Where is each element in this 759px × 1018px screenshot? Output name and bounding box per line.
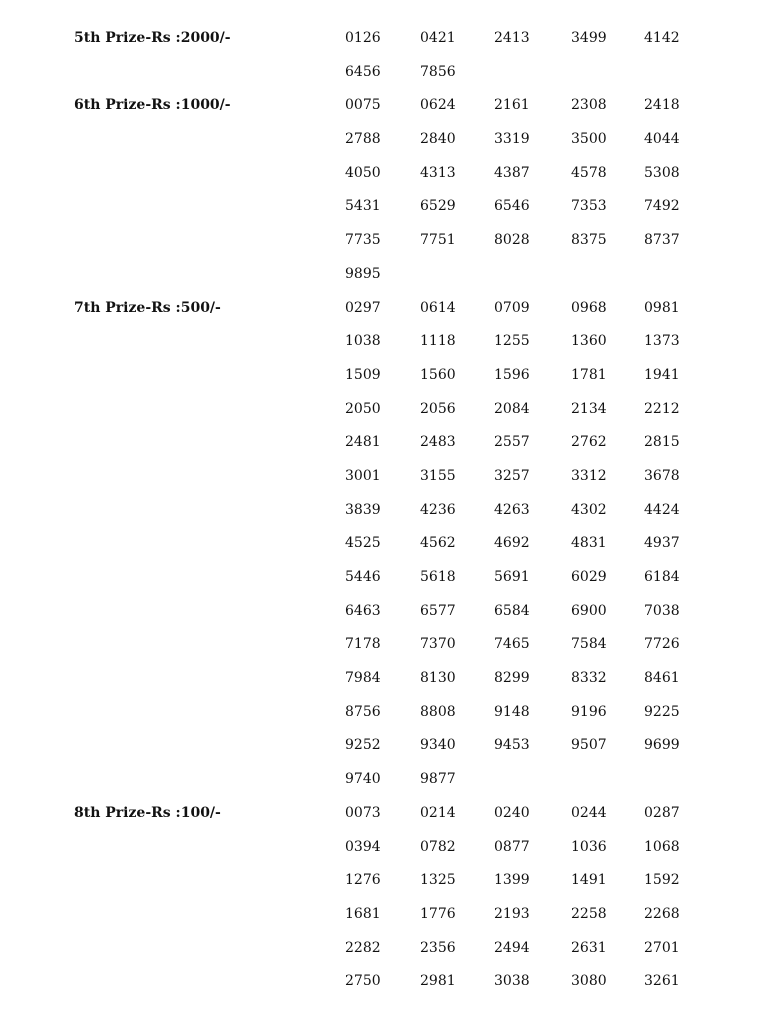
winning-number: 3678 <box>644 467 680 484</box>
winning-number: 4937 <box>644 535 680 552</box>
winning-number: 4692 <box>494 535 530 552</box>
winning-number: 1038 <box>345 333 381 350</box>
winning-number: 4050 <box>345 164 381 181</box>
winning-number: 9148 <box>494 703 530 720</box>
winning-number: 4044 <box>644 131 680 148</box>
winning-number: 3499 <box>571 30 607 46</box>
number-row <box>0 527 759 561</box>
winning-number: 1560 <box>420 366 456 383</box>
number-row <box>0 393 759 427</box>
winning-number: 2134 <box>571 400 607 417</box>
winning-number: 2413 <box>494 30 530 46</box>
number-row <box>0 662 759 696</box>
winning-number: 6029 <box>571 569 607 585</box>
winning-number: 1596 <box>494 366 530 383</box>
number-row <box>0 292 759 326</box>
winning-number: 1509 <box>345 366 381 383</box>
winning-number: 6584 <box>494 602 530 619</box>
winning-number: 8299 <box>494 670 530 687</box>
winning-number: 3038 <box>494 973 530 990</box>
winning-number: 9252 <box>345 737 381 754</box>
number-row <box>0 595 759 629</box>
winning-number: 0240 <box>494 804 530 821</box>
winning-number: 1681 <box>345 905 381 922</box>
winning-number: 2815 <box>644 434 680 451</box>
winning-number: 2193 <box>494 905 530 922</box>
winning-number: 6577 <box>420 602 456 619</box>
winning-number: 4302 <box>571 501 607 518</box>
number-row <box>0 258 759 292</box>
number-row <box>0 89 759 123</box>
number-row <box>0 157 759 191</box>
winning-number: 8332 <box>571 670 607 687</box>
winning-number: 9453 <box>494 737 530 754</box>
number-row <box>0 696 759 730</box>
number-row <box>0 494 759 528</box>
winning-number: 2481 <box>345 434 381 451</box>
winning-number: 6546 <box>494 198 530 215</box>
winning-number: 1068 <box>644 838 680 855</box>
winning-number: 0624 <box>420 97 456 114</box>
winning-number: 3080 <box>571 973 607 990</box>
winning-number: 0073 <box>345 804 381 821</box>
winning-number: 2258 <box>571 905 607 922</box>
winning-number: 9699 <box>644 737 680 754</box>
winning-number: 8461 <box>644 670 680 687</box>
winning-number: 7984 <box>345 670 381 687</box>
winning-number: 0877 <box>494 838 530 855</box>
winning-number: 5618 <box>420 569 456 585</box>
number-row <box>0 325 759 359</box>
winning-number: 0394 <box>345 838 381 855</box>
winning-number: 7038 <box>644 602 680 619</box>
number-row <box>0 729 759 763</box>
prize-section <box>0 22 759 89</box>
winning-number: 1036 <box>571 838 607 855</box>
winning-number: 7492 <box>644 198 680 215</box>
winning-number: 3155 <box>420 467 456 484</box>
prize-section <box>0 797 759 999</box>
winning-number: 1781 <box>571 366 607 383</box>
winning-number: 7370 <box>420 636 456 653</box>
number-row <box>0 22 759 56</box>
number-row <box>0 763 759 797</box>
winning-number: 1373 <box>644 333 680 350</box>
winning-number: 7751 <box>420 232 456 249</box>
winning-number: 2762 <box>571 434 607 451</box>
prize-label: 6th Prize-Rs :1000/- <box>74 97 231 114</box>
winning-number: 2268 <box>644 905 680 922</box>
winning-number: 2308 <box>571 97 607 114</box>
number-row <box>0 898 759 932</box>
prize-section <box>0 292 759 797</box>
winning-number: 3839 <box>345 501 381 518</box>
winning-number: 3319 <box>494 131 530 148</box>
number-row <box>0 123 759 157</box>
winning-number: 2557 <box>494 434 530 451</box>
winning-number: 2161 <box>494 97 530 114</box>
winning-number: 0709 <box>494 299 530 316</box>
winning-number: 4424 <box>644 501 680 518</box>
winning-number: 5691 <box>494 569 530 585</box>
winning-number: 6900 <box>571 602 607 619</box>
winning-number: 6456 <box>345 63 381 80</box>
winning-number: 2212 <box>644 400 680 417</box>
winning-number: 1491 <box>571 872 607 889</box>
winning-number: 8130 <box>420 670 456 687</box>
winning-number: 5308 <box>644 164 680 181</box>
lottery-results <box>0 22 759 999</box>
prize-label: 5th Prize-Rs :2000/- <box>74 30 231 46</box>
winning-number: 7726 <box>644 636 680 653</box>
winning-number: 9196 <box>571 703 607 720</box>
winning-number: 6463 <box>345 602 381 619</box>
winning-number: 0126 <box>345 30 381 46</box>
winning-number: 9877 <box>420 771 456 788</box>
prize-section <box>0 89 759 291</box>
number-row <box>0 932 759 966</box>
winning-number: 0782 <box>420 838 456 855</box>
winning-number: 2418 <box>644 97 680 114</box>
prize-label: 7th Prize-Rs :500/- <box>74 299 221 316</box>
winning-number: 4525 <box>345 535 381 552</box>
winning-number: 8808 <box>420 703 456 720</box>
winning-number: 8737 <box>644 232 680 249</box>
winning-number: 4236 <box>420 501 456 518</box>
winning-number: 0981 <box>644 299 680 316</box>
winning-number: 3312 <box>571 467 607 484</box>
prize-label: 8th Prize-Rs :100/- <box>74 804 221 821</box>
winning-number: 2483 <box>420 434 456 451</box>
winning-number: 2282 <box>345 939 381 956</box>
winning-number: 6184 <box>644 569 680 585</box>
number-row <box>0 460 759 494</box>
winning-number: 3261 <box>644 973 680 990</box>
number-row <box>0 359 759 393</box>
winning-number: 0287 <box>644 804 680 821</box>
winning-number: 2701 <box>644 939 680 956</box>
number-row <box>0 190 759 224</box>
winning-number: 1399 <box>494 872 530 889</box>
winning-number: 7584 <box>571 636 607 653</box>
winning-number: 1255 <box>494 333 530 350</box>
winning-number: 7465 <box>494 636 530 653</box>
winning-number: 3500 <box>571 131 607 148</box>
winning-number: 1325 <box>420 872 456 889</box>
winning-number: 7178 <box>345 636 381 653</box>
number-row <box>0 56 759 90</box>
winning-number: 9225 <box>644 703 680 720</box>
winning-number: 3001 <box>345 467 381 484</box>
winning-number: 0614 <box>420 299 456 316</box>
winning-number: 6529 <box>420 198 456 215</box>
number-row <box>0 426 759 460</box>
number-row <box>0 797 759 831</box>
winning-number: 8028 <box>494 232 530 249</box>
winning-number: 4142 <box>644 30 680 46</box>
number-row <box>0 965 759 999</box>
winning-number: 2084 <box>494 400 530 417</box>
winning-number: 1118 <box>420 333 456 350</box>
winning-number: 3257 <box>494 467 530 484</box>
winning-number: 9740 <box>345 771 381 788</box>
winning-number: 4263 <box>494 501 530 518</box>
winning-number: 2050 <box>345 400 381 417</box>
winning-number: 4562 <box>420 535 456 552</box>
winning-number: 9895 <box>345 265 381 282</box>
winning-number: 4313 <box>420 164 456 181</box>
winning-number: 2788 <box>345 131 381 148</box>
winning-number: 0421 <box>420 30 456 46</box>
winning-number: 5431 <box>345 198 381 215</box>
winning-number: 1941 <box>644 366 680 383</box>
winning-number: 5446 <box>345 569 381 585</box>
winning-number: 0297 <box>345 299 381 316</box>
winning-number: 0968 <box>571 299 607 316</box>
winning-number: 4387 <box>494 164 530 181</box>
number-row <box>0 628 759 662</box>
winning-number: 0244 <box>571 804 607 821</box>
winning-number: 2750 <box>345 973 381 990</box>
winning-number: 1592 <box>644 872 680 889</box>
winning-number: 0075 <box>345 97 381 114</box>
winning-number: 2631 <box>571 939 607 956</box>
winning-number: 1360 <box>571 333 607 350</box>
winning-number: 8756 <box>345 703 381 720</box>
winning-number: 0214 <box>420 804 456 821</box>
winning-number: 4578 <box>571 164 607 181</box>
winning-number: 7735 <box>345 232 381 249</box>
winning-number: 2056 <box>420 400 456 417</box>
winning-number: 2981 <box>420 973 456 990</box>
number-row <box>0 864 759 898</box>
winning-number: 1276 <box>345 872 381 889</box>
winning-number: 2356 <box>420 939 456 956</box>
winning-number: 7353 <box>571 198 607 215</box>
number-row <box>0 224 759 258</box>
number-row <box>0 561 759 595</box>
winning-number: 7856 <box>420 63 456 80</box>
winning-number: 9340 <box>420 737 456 754</box>
winning-number: 8375 <box>571 232 607 249</box>
winning-number: 2840 <box>420 131 456 148</box>
winning-number: 4831 <box>571 535 607 552</box>
winning-number: 2494 <box>494 939 530 956</box>
number-row <box>0 831 759 865</box>
winning-number: 1776 <box>420 905 456 922</box>
winning-number: 9507 <box>571 737 607 754</box>
